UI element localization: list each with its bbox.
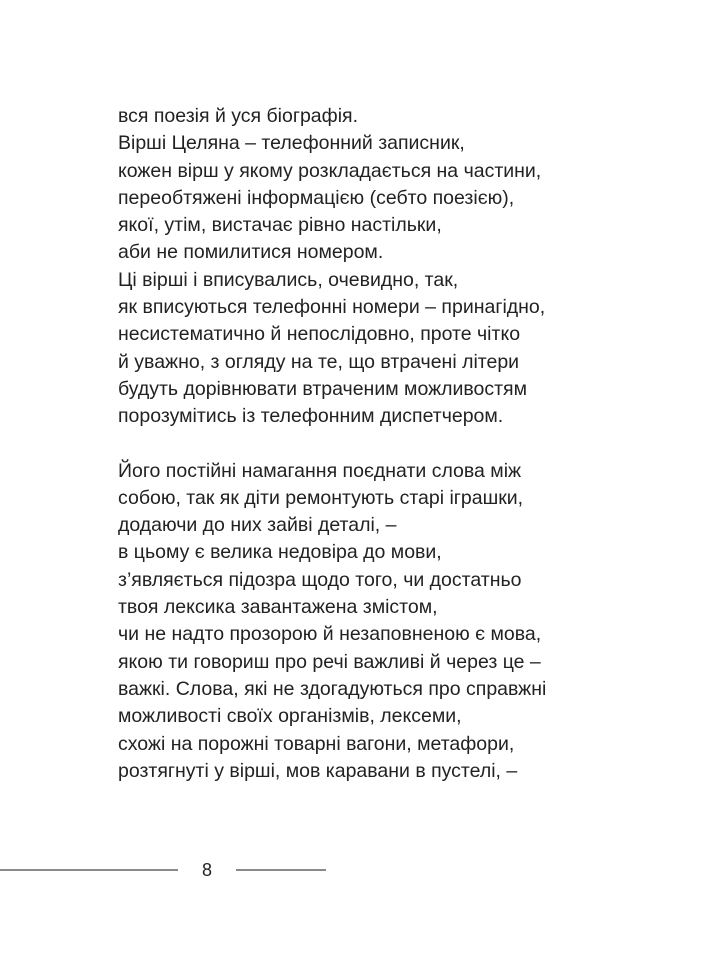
text-line: чи не надто прозорою й незаповненою є мова, xyxy=(118,623,542,646)
text-line: Ці вірші і вписувались, очевидно, так, xyxy=(118,268,459,291)
text-line: й уважно, з огляду на те, що втрачені літери xyxy=(118,350,520,373)
text-line: Вірші Целяна – телефонний записник, xyxy=(118,132,465,155)
page-number: 8 xyxy=(201,860,212,880)
text-line: як вписуються телефонні номери – принагідно, xyxy=(118,296,546,319)
text-line: будуть дорівнювати втраченим можливостям xyxy=(118,377,528,400)
text-line: в цьому є велика недовіра до мови, xyxy=(118,541,442,564)
text-line: якої, утім, вистачає рівно настільки, xyxy=(118,214,442,237)
stanza-2 xyxy=(118,458,678,786)
text-line: з’являється підозра щодо того, чи достатньо xyxy=(118,568,522,591)
page-body xyxy=(118,103,678,785)
text-line: несистематично й непослідовно, проте чітко xyxy=(118,323,521,346)
text-line: важкі. Слова, які не здогадуються про справжні xyxy=(118,677,547,700)
footer-rule-right xyxy=(236,869,326,871)
stanza-1 xyxy=(118,103,678,431)
text-line: аби не помилитися номером. xyxy=(118,241,384,264)
footer-rule-left xyxy=(0,869,178,871)
text-line: якою ти говориш про речі важливі й через це – xyxy=(118,650,541,673)
text-line: кожен вірш у якому розкладається на частини, xyxy=(118,159,542,182)
text-line: твоя лексика завантажена змістом, xyxy=(118,596,438,619)
text-line: Його постійні намагання поєднати слова між xyxy=(118,459,522,482)
text-line: порозумітись із телефонним диспетчером. xyxy=(118,405,504,428)
text-line: собою, так як діти ремонтують старі іграшки, xyxy=(118,486,524,509)
text-line: переобтяжені інформацією (себто поезією), xyxy=(118,186,515,209)
text-line: розтягнуті у вірші, мов каравани в пустелі, – xyxy=(118,759,518,782)
text-line: схожі на порожні товарні вагони, метафори, xyxy=(118,732,515,755)
text-line: додаючи до них зайві деталі, – xyxy=(118,514,397,537)
page-footer xyxy=(0,858,709,882)
text-line: можливості своїх організмів, лексеми, xyxy=(118,705,462,728)
text-line: вся поезія й уся біографія. xyxy=(118,105,359,127)
